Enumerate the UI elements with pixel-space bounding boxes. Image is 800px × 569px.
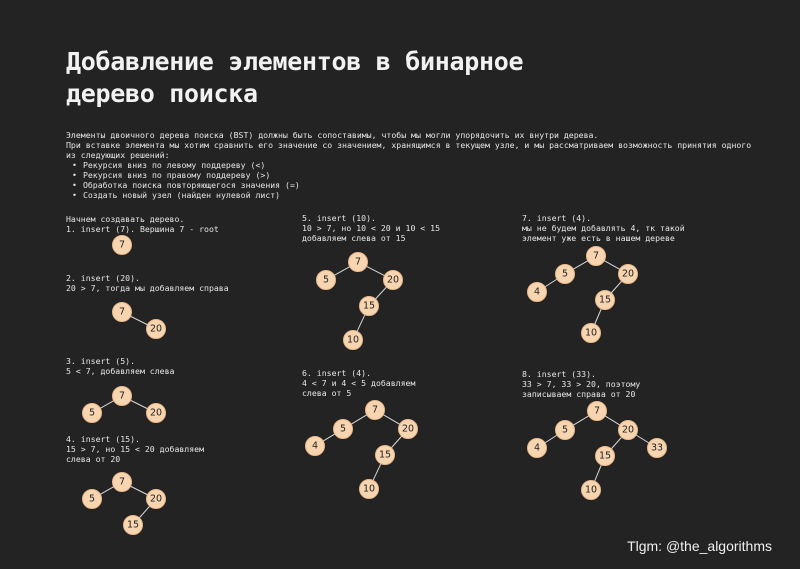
tree-node (619, 421, 638, 440)
step-6-line-3: слева от 5 (302, 388, 352, 398)
tree-edge (605, 416, 620, 425)
tree-node-label: 10 (584, 484, 598, 496)
telegram-handle: Tlgm: @the_algorithms (627, 538, 772, 554)
tree-node-label: 10 (346, 334, 360, 346)
tree-edge (357, 315, 365, 332)
tree-edge (351, 415, 367, 424)
step-5-line-1: 5. insert (10). (302, 213, 376, 223)
tree-node (306, 437, 325, 456)
tree-node-label: 10 (362, 483, 376, 495)
step-7-line-3: элемент уже есть в нашем дереве (522, 233, 675, 243)
tree-node (619, 265, 638, 284)
tree-node-label: 5 (561, 268, 569, 280)
tree-node-label: 4 (311, 440, 319, 452)
start-text: Начнем создавать дерево. (66, 214, 185, 224)
tree-node-label: 15 (598, 294, 612, 306)
tree-node (596, 291, 615, 310)
tree-edge (130, 486, 147, 495)
tree-edge (391, 436, 401, 448)
tree-node-label: 7 (354, 256, 362, 268)
tree-step-8 (528, 402, 667, 500)
step-2-line-1: 2. insert (20). (66, 273, 140, 283)
step-8-line-2: 33 > 7, 33 > 20, поэтому (522, 379, 641, 389)
tree-step-1 (113, 236, 132, 255)
tree-step-6 (306, 401, 418, 499)
tree-node (147, 320, 166, 339)
tree-node-label: 5 (339, 423, 347, 435)
step-8-line-3: записываем справа от 20 (522, 389, 636, 399)
tree-edge (545, 435, 557, 443)
tree-node (528, 439, 547, 458)
tree-step-7 (528, 247, 638, 343)
tree-node (366, 401, 385, 420)
step-5-line-2: 10 > 7, но 10 < 20 и 10 < 15 (302, 223, 441, 233)
tree-node-label: 7 (118, 239, 126, 251)
tree-node-label: 7 (592, 250, 600, 262)
tree-node (83, 490, 102, 509)
step-4-line-1: 4. insert (15). (66, 434, 140, 444)
tree-node-label: 5 (88, 407, 96, 419)
tree-step-2 (113, 303, 166, 339)
tree-node (384, 271, 403, 290)
tree-edge (139, 506, 149, 518)
tree-node (83, 404, 102, 423)
tree-node-label: 20 (621, 268, 635, 280)
tree-edge (100, 487, 113, 495)
tree-node (588, 402, 607, 421)
tree-node-label: 5 (561, 424, 569, 436)
tree-node-label: 7 (371, 404, 379, 416)
tree-node (582, 324, 601, 343)
tree-node-label: 20 (149, 493, 163, 505)
tree-node-label: 7 (118, 476, 126, 488)
tree-edge (595, 465, 602, 481)
intro-paragraph-1: Элементы двоичного дерева поиска (BST) должны быть сопоставимы, чтобы мы могли упорядочить их внутри дерева. (66, 130, 599, 140)
tree-node-label: 15 (126, 519, 140, 531)
step-4-line-2: 15 > 7, но 15 < 20 добавляем (66, 444, 205, 454)
tree-edge (366, 266, 384, 275)
tree-node-label: 33 (650, 442, 664, 454)
tree-node (587, 247, 606, 266)
tree-edge (130, 400, 147, 409)
tree-node-label: 15 (598, 450, 612, 462)
tree-node (344, 331, 363, 350)
step-8-line-1: 8. insert (33). (522, 369, 596, 379)
tree-node (113, 303, 132, 322)
decision-item: • Обработка поиска повторяющегося значения (=) (66, 180, 756, 190)
tree-node (349, 253, 368, 272)
decision-item: • Создать новый узел (найден нулевой лист) (66, 190, 756, 200)
tree-edge (130, 316, 147, 325)
step-3-line-2: 5 < 7, добавляем слева (66, 366, 175, 376)
tree-edge (373, 464, 381, 481)
decision-item: • Рекурсия вниз по правому поддереву (>) (66, 170, 756, 180)
tree-node (360, 480, 379, 499)
tree-edge (573, 416, 589, 425)
tree-node (147, 490, 166, 509)
tree-node (113, 473, 132, 492)
tree-node (317, 271, 336, 290)
tree-node-label: 7 (118, 390, 126, 402)
tree-node-label: 4 (533, 286, 541, 298)
decision-item: • Рекурсия вниз по левому поддереву (<) (66, 160, 756, 170)
tree-node (147, 404, 166, 423)
step-4-line-3: слева от 20 (66, 454, 121, 464)
tree-node-label: 20 (621, 424, 635, 436)
tree-node (582, 481, 601, 500)
tree-edge (573, 261, 588, 269)
tree-step-5 (317, 253, 403, 350)
tree-step-4 (83, 473, 166, 535)
tree-node (399, 420, 418, 439)
tree-node (113, 236, 132, 255)
tree-node (556, 265, 575, 284)
step-7-line-1: 7. insert (4). (522, 213, 592, 223)
tree-edge (100, 401, 113, 409)
tree-node-label: 5 (88, 493, 96, 505)
tree-node-label: 20 (401, 423, 415, 435)
tree-node-label: 15 (362, 300, 376, 312)
tree-edge (611, 281, 621, 293)
tree-edge (383, 415, 400, 425)
tree-edge (375, 287, 386, 299)
tree-node-label: 15 (378, 449, 392, 461)
tree-node-label: 7 (593, 405, 601, 417)
tree-edge (545, 279, 557, 287)
tree-node (124, 516, 143, 535)
step-6-line-1: 6. insert (4). (302, 368, 372, 378)
tree-node (113, 387, 132, 406)
page-title-line-2: дерево поиска (66, 79, 258, 108)
tree-node (648, 439, 667, 458)
tree-node-label: 20 (149, 323, 163, 335)
tree-edge (334, 267, 349, 276)
tree-edge (323, 434, 335, 441)
step-5-line-3: добавляем слева от 15 (302, 233, 406, 243)
tree-node (360, 297, 379, 316)
step-1-line-1: 1. insert (7). Вершина 7 - root (66, 224, 219, 234)
step-6-line-2: 4 < 7 и 4 < 5 добавляем (302, 378, 416, 388)
tree-node-label: 7 (118, 306, 126, 318)
step-2-line-2: 20 > 7, тогда мы добавляем справа (66, 283, 229, 293)
step-7-line-2: мы не будем добавлять 4, тк такой (522, 223, 685, 233)
tree-node-label: 5 (322, 274, 330, 286)
tree-edge (611, 437, 621, 449)
tree-node-label: 20 (386, 274, 400, 286)
tree-node-label: 4 (533, 442, 541, 454)
tree-edge (636, 435, 649, 443)
tree-node (556, 421, 575, 440)
tree-edge (595, 309, 602, 325)
tree-edge (604, 261, 619, 270)
page-title-line-1: Добавление элементов в бинарное (66, 47, 524, 76)
tree-node-label: 10 (584, 327, 598, 339)
tree-node (528, 283, 547, 302)
tree-step-3 (83, 387, 166, 423)
intro-paragraph-2: При вставке элемента мы хотим сравнить его значение со значением, хранящимся в текущем узле, и мы рассматриваем возможность принятия одного из следующих решений: (66, 140, 752, 160)
tree-node (334, 420, 353, 439)
step-3-line-1: 3. insert (5). (66, 356, 136, 366)
tree-node (596, 447, 615, 466)
tree-node-label: 20 (149, 407, 163, 419)
tree-node (376, 446, 395, 465)
